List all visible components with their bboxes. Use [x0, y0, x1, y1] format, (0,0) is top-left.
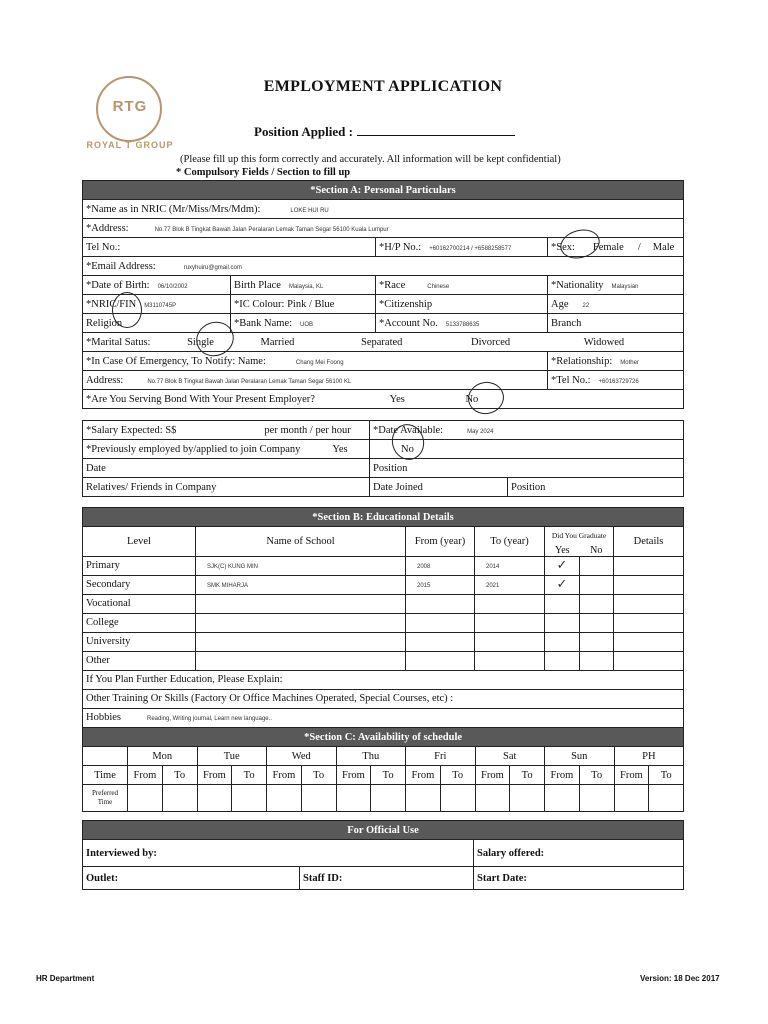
religion-field[interactable]: Religion	[83, 314, 231, 333]
relationship-value: Mother	[620, 359, 639, 366]
preferred-time-cell[interactable]	[267, 785, 302, 812]
preferred-time-label: Preferred Time	[83, 785, 128, 812]
edu-details-cell[interactable]	[614, 594, 684, 613]
education-row	[83, 556, 684, 575]
preferred-time-cell[interactable]	[649, 785, 684, 812]
section-c-header: *Section C: Availability of schedule	[83, 728, 684, 747]
edu-to-cell[interactable]	[475, 632, 545, 651]
from-header: From	[197, 766, 232, 785]
nric-value: M3110745P	[144, 302, 177, 309]
education-row	[83, 575, 684, 594]
name-value: LOKE HUI RU	[290, 207, 329, 214]
email-value: ruxyhuiru@gmail.com	[183, 264, 242, 271]
edu-no-cell[interactable]	[580, 594, 614, 613]
relatives-field[interactable]: Relatives/ Friends in Company	[83, 478, 370, 497]
logo-company-name: ROYAL T GROUP	[86, 140, 174, 150]
from-header: From	[336, 766, 371, 785]
day-header: Fri	[406, 747, 476, 766]
edu-to-cell[interactable]	[475, 575, 545, 594]
edu-from-cell[interactable]	[406, 556, 475, 575]
sex-male-option[interactable]: Male	[652, 241, 675, 253]
from-header: From	[614, 766, 649, 785]
edu-no-cell[interactable]	[580, 651, 614, 670]
edu-yes-cell[interactable]	[545, 651, 580, 670]
address-value: No.77 Blok B Tingkat Bawah Jalan Peralaran Lemak Taman Segar 56100 Kuala Lumpur	[154, 226, 389, 233]
compulsory-note: * Compulsory Fields / Section to fill up	[176, 167, 351, 178]
edu-no-cell[interactable]	[580, 613, 614, 632]
salary-field[interactable]: *Salary Expected: S$ per month / per hour	[83, 421, 370, 440]
edu-yes-cell[interactable]	[545, 556, 580, 575]
citizenship-field[interactable]: *Citizenship	[376, 295, 548, 314]
emergency-name-field[interactable]: *In Case Of Emergency, To Notify: Name: Chang Mei Foong	[83, 352, 548, 371]
from-header: From	[475, 766, 510, 785]
marital-status-field[interactable]: *Marital Satus: Single Married Separated Divorced Widowed	[83, 333, 684, 352]
section-b-table	[82, 507, 684, 728]
edu-to-value: 2021	[486, 583, 500, 589]
position-applied-label: Position Applied :	[254, 124, 353, 139]
hobbies-value: Reading, Writing journal, Learn new language..	[147, 716, 272, 722]
preferred-time-cell[interactable]	[614, 785, 649, 812]
bank-field[interactable]: *Bank Name: UOB	[231, 314, 376, 333]
nric-field[interactable]: *NRIC/FIN M3110745P	[83, 295, 231, 314]
edu-no-cell[interactable]	[580, 575, 614, 594]
prev-employed-field[interactable]: *Previously employed by/applied to join Company Yes	[83, 440, 370, 459]
edu-to-cell[interactable]	[475, 613, 545, 632]
preferred-time-cell[interactable]	[475, 785, 510, 812]
date-joined-field[interactable]: Date Joined	[370, 478, 508, 497]
to-header: To	[649, 766, 684, 785]
official-use-table	[82, 820, 684, 890]
preferred-time-cell[interactable]	[162, 785, 197, 812]
employment-table	[82, 420, 684, 497]
day-header: Mon	[128, 747, 198, 766]
from-header: From	[128, 766, 163, 785]
bank-value: UOB	[300, 321, 314, 328]
edu-from-cell[interactable]	[406, 632, 475, 651]
edu-level-cell: University	[83, 632, 196, 651]
edu-from-value: 2008	[417, 564, 431, 570]
race-value: Chinese	[427, 283, 450, 290]
to-header: To	[232, 766, 267, 785]
position-applied	[254, 123, 515, 140]
marital-married-option[interactable]: Married	[260, 336, 295, 348]
day-header: Tue	[197, 747, 267, 766]
to-header: To	[301, 766, 336, 785]
age-value: 22	[582, 302, 590, 309]
preferred-time-cell[interactable]	[510, 785, 545, 812]
from-header: From	[267, 766, 302, 785]
preferred-time-cell[interactable]	[579, 785, 614, 812]
race-field[interactable]: *Race Chinese	[376, 276, 548, 295]
edu-from-value: 2015	[417, 583, 431, 589]
footer-version: Version: 18 Dec 2017	[640, 974, 720, 983]
edu-school-cell[interactable]	[196, 575, 406, 594]
interviewed-by-field[interactable]: Interviewed by:	[83, 840, 474, 867]
sex-field[interactable]: *Sex: Female / Male	[548, 238, 684, 257]
day-header: PH	[614, 747, 684, 766]
emergency-address-field[interactable]: Address: No.77 Blok B Tingkat Bawah Jalan Peralaran Lemak Taman Segar 56100 KL	[83, 371, 548, 390]
preferred-time-cell[interactable]	[301, 785, 336, 812]
education-row	[83, 613, 684, 632]
branch-field[interactable]: Branch	[548, 314, 684, 333]
marital-separated-option[interactable]: Separated	[361, 336, 403, 348]
edu-yes-cell[interactable]	[545, 594, 580, 613]
edu-yes-cell[interactable]	[545, 632, 580, 651]
prev-no-option[interactable]: No	[401, 443, 414, 455]
edu-school-cell[interactable]	[196, 556, 406, 575]
salary-offered-field[interactable]: Salary offered:	[474, 840, 684, 867]
hp-field[interactable]: *H/P No.: +60162700214 / +6588258577	[376, 238, 548, 257]
edu-yes-value: ✓	[556, 558, 568, 573]
bond-field[interactable]: *Are You Serving Bond With Your Present Employer? Yes No	[83, 390, 684, 409]
edu-level-cell: Vocational	[83, 594, 196, 613]
birthplace-value: Malaysia, KL	[288, 283, 324, 290]
marital-single-option[interactable]: Single	[187, 336, 214, 348]
col-graduate-no: No	[580, 545, 614, 557]
tel-field[interactable]: Tel No.:	[83, 238, 376, 257]
edu-to-cell[interactable]	[475, 594, 545, 613]
staff-id-field[interactable]: Staff ID:	[300, 867, 474, 890]
edu-school-cell[interactable]	[196, 613, 406, 632]
edu-school-cell[interactable]	[196, 594, 406, 613]
preferred-time-cell[interactable]	[336, 785, 371, 812]
emergency-tel-field[interactable]: *Tel No.: +60163729726	[548, 371, 684, 390]
preferred-time-cell[interactable]	[371, 785, 406, 812]
preferred-time-cell[interactable]	[197, 785, 232, 812]
bond-yes-option[interactable]: Yes	[389, 393, 405, 405]
time-label: Time	[83, 766, 128, 785]
education-row	[83, 632, 684, 651]
position-field[interactable]: Position	[370, 459, 684, 478]
nationality-value: Malaysian	[611, 283, 639, 290]
edu-from-cell[interactable]	[406, 651, 475, 670]
relative-position-field[interactable]: Position	[508, 478, 684, 497]
edu-details-cell[interactable]	[614, 613, 684, 632]
preferred-time-cell[interactable]	[406, 785, 441, 812]
account-field[interactable]: *Account No. 5133788635	[376, 314, 548, 333]
hobbies-field[interactable]: Hobbies Reading, Writing journal, Learn new language..	[83, 708, 684, 727]
edu-from-cell[interactable]	[406, 594, 475, 613]
marital-divorced-option[interactable]: Divorced	[471, 336, 511, 348]
from-header: From	[406, 766, 441, 785]
birthplace-field[interactable]: Birth Place Malaysia, KL	[231, 276, 376, 295]
preferred-time-cell[interactable]	[545, 785, 580, 812]
col-school: Name of School	[196, 527, 406, 557]
day-header: Thu	[336, 747, 406, 766]
bond-no-option[interactable]: No	[465, 393, 479, 405]
form-title: EMPLOYMENT APPLICATION	[263, 78, 503, 95]
edu-to-cell[interactable]	[475, 556, 545, 575]
sex-female-option[interactable]: Female	[592, 241, 624, 253]
edu-no-cell[interactable]	[580, 632, 614, 651]
to-header: To	[162, 766, 197, 785]
section-a-header: *Section A: Personal Particulars	[83, 181, 684, 200]
emergency-tel-value: +60163729726	[598, 378, 639, 385]
account-value: 5133788635	[445, 321, 480, 328]
prev-yes-option[interactable]: Yes	[332, 443, 348, 455]
edu-school-cell[interactable]	[196, 651, 406, 670]
nric-circle-mark	[112, 292, 142, 328]
preferred-time-cell[interactable]	[232, 785, 267, 812]
col-graduate-yes: Yes	[545, 545, 580, 557]
day-header: Sun	[545, 747, 615, 766]
edu-level-cell: Other	[83, 651, 196, 670]
footer-department: HR Department	[36, 974, 95, 983]
date-available-field[interactable]: *Date Available: May 2024	[370, 421, 684, 440]
edu-details-cell[interactable]	[614, 575, 684, 594]
dob-value: 06/10/2002	[157, 283, 188, 290]
section-c-table	[82, 727, 684, 812]
edu-to-value: 2014	[486, 564, 500, 570]
preferred-time-cell[interactable]	[440, 785, 475, 812]
col-to: To (year)	[475, 527, 545, 557]
edu-school-value: SJK(C) KUNG MIN	[207, 564, 258, 570]
edu-no-cell[interactable]	[580, 556, 614, 575]
section-a-table	[82, 180, 684, 409]
to-header: To	[510, 766, 545, 785]
edu-yes-cell[interactable]	[545, 575, 580, 594]
section-b-header: *Section B: Educational Details	[83, 508, 684, 527]
dob-field[interactable]: *Date of Birth: 06/10/2002	[83, 276, 231, 295]
edu-yes-cell[interactable]	[545, 613, 580, 632]
name-field[interactable]: *Name as in NRIC (Mr/Miss/Mrs/Mdm): LOKE HUI RU	[83, 200, 684, 219]
edu-level-cell: Primary	[83, 556, 196, 575]
other-training-field[interactable]: Other Training Or Skills (Factory Or Office Machines Operated, Special Courses, etc) :	[83, 689, 684, 708]
official-header: For Official Use	[83, 821, 684, 840]
logo-mark: RTG	[112, 98, 148, 115]
to-header: To	[579, 766, 614, 785]
position-applied-field[interactable]	[357, 123, 515, 136]
to-header: To	[440, 766, 475, 785]
col-graduate: Did You Graduate	[545, 527, 614, 545]
marital-widowed-option[interactable]: Widowed	[583, 336, 625, 348]
col-from: From (year)	[406, 527, 475, 557]
education-row	[83, 651, 684, 670]
further-education-field[interactable]: If You Plan Further Education, Please Explain:	[83, 670, 684, 689]
edu-from-cell[interactable]	[406, 613, 475, 632]
edu-school-cell[interactable]	[196, 632, 406, 651]
instruction-note: (Please fill up this form correctly and accurately. All information will be kept confidential)	[180, 154, 561, 165]
edu-details-cell[interactable]	[614, 632, 684, 651]
col-level: Level	[83, 527, 196, 557]
emergency-name-value: Chang Mei Foong	[295, 359, 344, 366]
relationship-field[interactable]: *Relationship: Mother	[548, 352, 684, 371]
age-field[interactable]: Age 22	[548, 295, 684, 314]
address-field[interactable]: *Address: No.77 Blok B Tingkat Bawah Jalan Peralaran Lemak Taman Segar 56100 Kuala Lumpur	[83, 219, 684, 238]
date-field[interactable]: Date	[83, 459, 370, 478]
email-field[interactable]: *Email Address: ruxyhuiru@gmail.com	[83, 257, 684, 276]
to-header: To	[371, 766, 406, 785]
edu-level-cell: Secondary	[83, 575, 196, 594]
day-corner	[83, 747, 128, 766]
edu-to-cell[interactable]	[475, 651, 545, 670]
hp-value: +60162700214 / +6588258577	[429, 245, 512, 252]
col-details: Details	[614, 527, 684, 557]
emergency-address-value: No.77 Blok B Tingkat Bawah Jalan Peralaran Lemak Taman Segar 56100 KL	[147, 378, 352, 385]
company-logo	[80, 76, 180, 156]
nationality-field[interactable]: *Nationality Malaysian	[548, 276, 684, 295]
edu-from-cell[interactable]	[406, 575, 475, 594]
edu-yes-value: ✓	[556, 577, 568, 592]
day-header: Sat	[475, 747, 545, 766]
edu-school-value: SMK MIHARJA	[207, 583, 249, 589]
education-row	[83, 594, 684, 613]
outlet-field[interactable]: Outlet:	[83, 867, 300, 890]
day-header: Wed	[267, 747, 337, 766]
start-date-field[interactable]: Start Date:	[474, 867, 684, 890]
from-header: From	[545, 766, 580, 785]
date-available-value: May 2024	[467, 428, 494, 435]
ic-colour-field[interactable]: *IC Colour: Pink / Blue	[231, 295, 376, 314]
preferred-time-cell[interactable]	[128, 785, 163, 812]
edu-level-cell: College	[83, 613, 196, 632]
edu-details-cell[interactable]	[614, 556, 684, 575]
edu-details-cell[interactable]	[614, 651, 684, 670]
